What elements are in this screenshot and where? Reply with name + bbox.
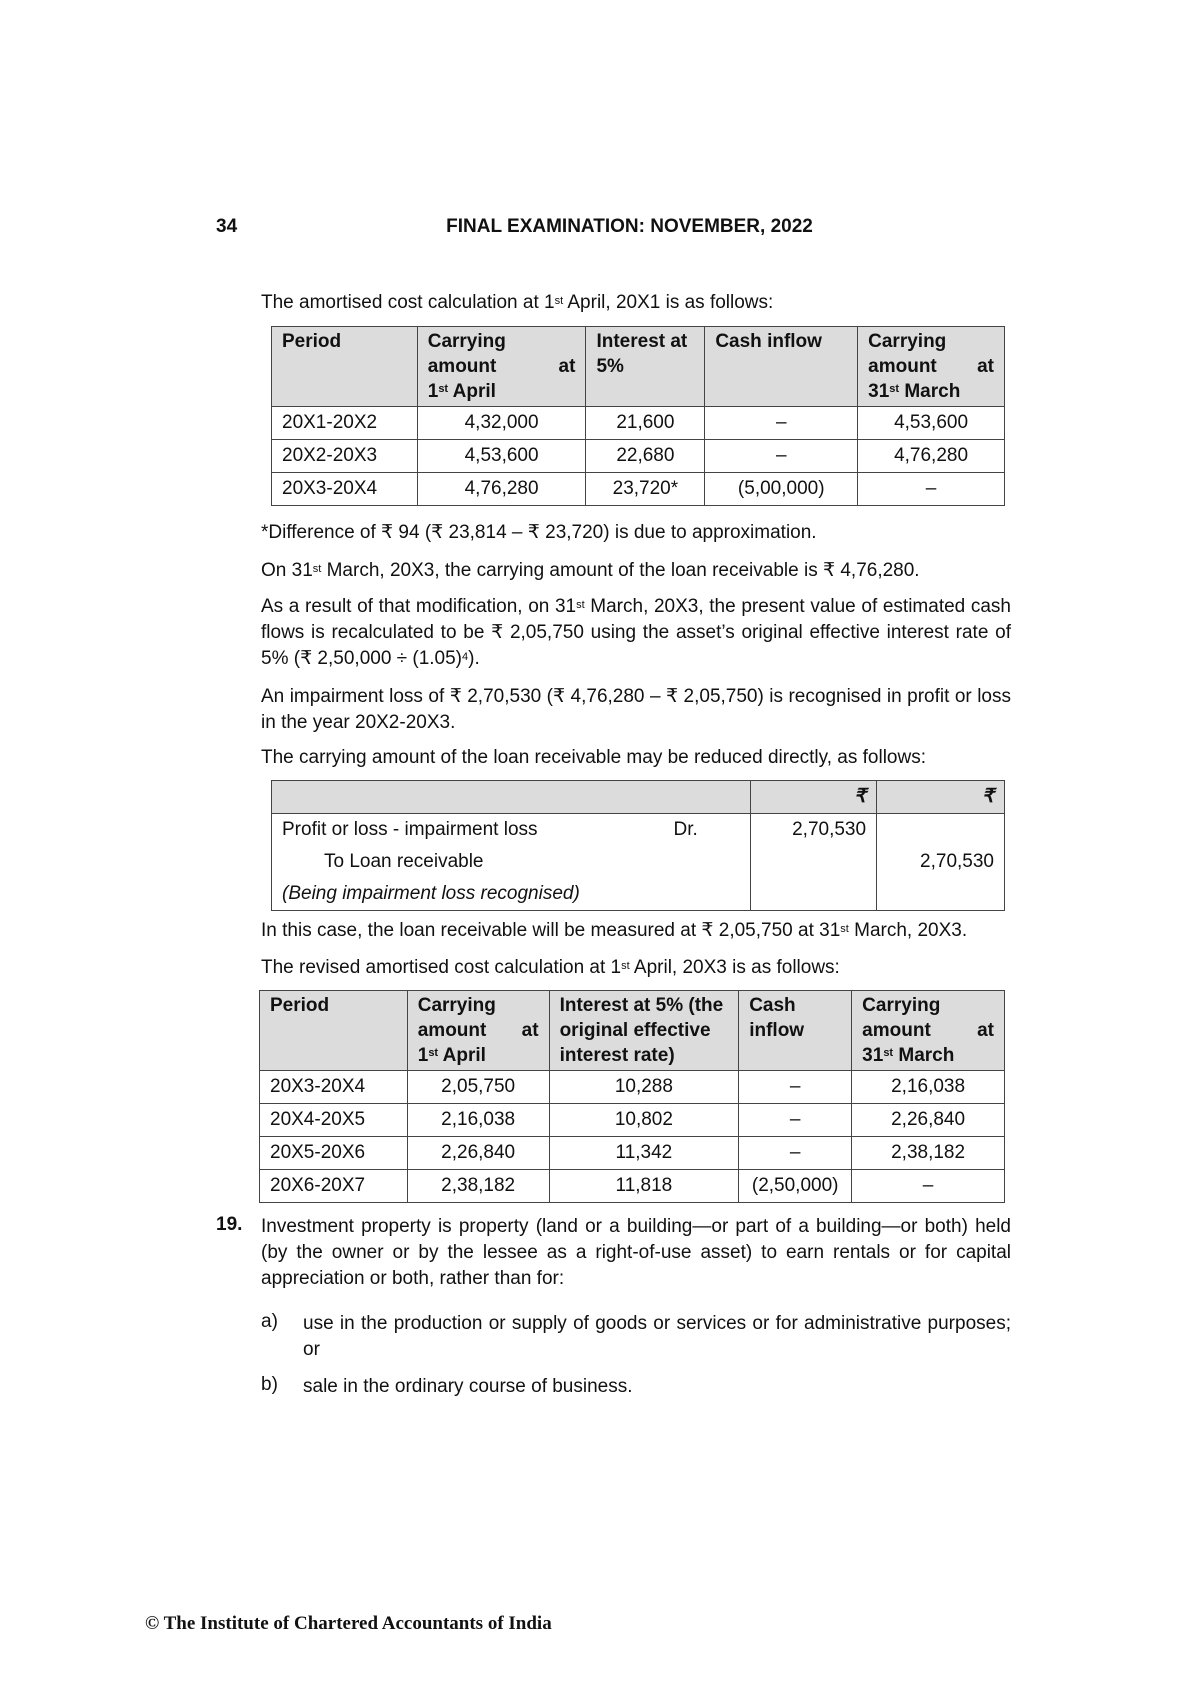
para-carrying-amount: On 31st March, 20X3, the carrying amount of the loan receivable is ₹ 4,76,280.: [261, 560, 920, 581]
cell-interest: 11,342: [549, 1137, 739, 1170]
cell-cash: (5,00,000): [705, 473, 858, 506]
cell-cash: –: [739, 1137, 852, 1170]
je-debit-line: Profit or loss - impairment loss Dr.: [272, 814, 751, 847]
je-empty-cell: [751, 878, 877, 911]
col-header-carrying-open: Carrying amount at 1st April: [407, 991, 549, 1071]
col-header-carrying-close: Carrying amount at 31st March: [858, 327, 1005, 407]
cell-open: 2,26,840: [407, 1137, 549, 1170]
cell-period: 20X1-20X2: [272, 407, 418, 440]
cell-period: 20X3-20X4: [272, 473, 418, 506]
je-empty-cell: [877, 814, 1005, 847]
cell-cash: –: [705, 407, 858, 440]
col-header-interest: Interest at 5%: [586, 327, 705, 407]
cell-interest: 10,288: [549, 1071, 739, 1104]
cell-cash: –: [739, 1104, 852, 1137]
para-modification: As a result of that modification, on 31st March, 20X3, the present value of estimated cash flows is recalculated to be ₹ 2,05,750 using the asset’s original effective interest rate of 5% (₹ $2,50,000 \div (1.05)^4$).: [261, 596, 1011, 669]
cell-interest: 21,600: [586, 407, 705, 440]
je-credit-amount: 2,70,530: [877, 846, 1005, 878]
je-empty-cell: [751, 846, 877, 878]
table-row: [272, 473, 1005, 506]
cell-close: –: [858, 473, 1005, 506]
list-item: use in the production or supply of goods or services or for administrative purposes; or: [303, 1313, 1011, 1360]
para-reduction: The carrying amount of the loan receivable may be reduced directly, as follows:: [261, 747, 926, 768]
col-header-carrying-open: Carrying amount at 1st April: [417, 327, 586, 407]
cell-open: 4,76,280: [417, 473, 586, 506]
cell-cash: –: [739, 1071, 852, 1104]
cell-cash: –: [705, 440, 858, 473]
table-row: [260, 1104, 1005, 1137]
cell-open: 2,05,750: [407, 1071, 549, 1104]
cell-close: 4,53,600: [858, 407, 1005, 440]
col-header-cash: Cash inflow: [705, 327, 858, 407]
cell-period: 20X4-20X5: [260, 1104, 408, 1137]
cell-interest: 11,818: [549, 1170, 739, 1203]
col-header-period: Period: [272, 327, 418, 407]
cell-close: 2,38,182: [852, 1137, 1005, 1170]
revised-amortised-cost-table: [259, 990, 1005, 1203]
je-empty-cell: [877, 878, 1005, 911]
table-row: [272, 440, 1005, 473]
cell-period: 20X6-20X7: [260, 1170, 408, 1203]
cell-interest: 22,680: [586, 440, 705, 473]
para-impairment-loss: An impairment loss of ₹ 2,70,530 (₹ 4,76,280 – ₹ 2,05,750) is recognised in profit or loss in the year 20X2-20X3.: [261, 686, 1011, 733]
table-row: [272, 407, 1005, 440]
cell-close: 2,16,038: [852, 1071, 1005, 1104]
cell-close: –: [852, 1170, 1005, 1203]
cell-period: 20X2-20X3: [272, 440, 418, 473]
cell-period: 20X5-20X6: [260, 1137, 408, 1170]
amortised-cost-table: [271, 326, 1005, 506]
col-header-carrying-close: Carrying amount at 31st March: [852, 991, 1005, 1071]
cell-close: 4,76,280: [858, 440, 1005, 473]
je-narration: (Being impairment loss recognised): [272, 878, 751, 911]
col-header-interest: Interest at 5% (the original effective interest rate): [549, 991, 739, 1071]
table-row: [260, 1137, 1005, 1170]
je-currency-credit: ₹: [877, 781, 1005, 814]
para-measured: In this case, the loan receivable will be measured at ₹ 2,05,750 at 31st March, 20X3.: [261, 920, 968, 941]
cell-close: 2,26,840: [852, 1104, 1005, 1137]
approximation-note: *Difference of ₹ 94 (₹ 23,814 – ₹ 23,720) is due to approximation.: [261, 522, 817, 543]
je-currency-debit: ₹: [751, 781, 877, 814]
cell-interest: 23,720*: [586, 473, 705, 506]
para-revised: The revised amortised cost calculation at 1st April, 20X3 is as follows:: [261, 957, 840, 978]
journal-entry-table: [271, 780, 1005, 911]
col-header-period: Period: [260, 991, 408, 1071]
je-debit-amount: 2,70,530: [751, 814, 877, 847]
page-header: FINAL EXAMINATION: NOVEMBER, 2022: [446, 216, 813, 237]
question-19-text: Investment property is property (land or a building—or part of a building—or both) held (by the owner or by the lessee as a right-of-use asset) to earn rentals or for capital appreciation or both, rather than for:: [261, 1216, 1011, 1289]
je-credit-line: To Loan receivable: [272, 846, 751, 878]
list-item-marker: a): [261, 1311, 278, 1332]
table-row: [260, 1170, 1005, 1203]
list-item: sale in the ordinary course of business.: [303, 1376, 633, 1397]
question-number: 19.: [216, 1214, 243, 1235]
copyright-footer: © The Institute of Chartered Accountants of India: [145, 1613, 552, 1634]
cell-open: 2,38,182: [407, 1170, 549, 1203]
cell-open: 2,16,038: [407, 1104, 549, 1137]
je-header-blank: [272, 781, 751, 814]
table-row: [260, 1071, 1005, 1104]
cell-open: 4,53,600: [417, 440, 586, 473]
list-item-marker: b): [261, 1374, 278, 1395]
cell-interest: 10,802: [549, 1104, 739, 1137]
cell-period: 20X3-20X4: [260, 1071, 408, 1104]
je-dr-label: Dr.: [673, 819, 698, 840]
cell-cash: (2,50,000): [739, 1170, 852, 1203]
cell-open: 4,32,000: [417, 407, 586, 440]
col-header-cash: Cash inflow: [739, 991, 852, 1071]
intro-text: The amortised cost calculation at 1st April, 20X1 is as follows:: [261, 292, 774, 313]
page-number: 34: [216, 216, 238, 237]
